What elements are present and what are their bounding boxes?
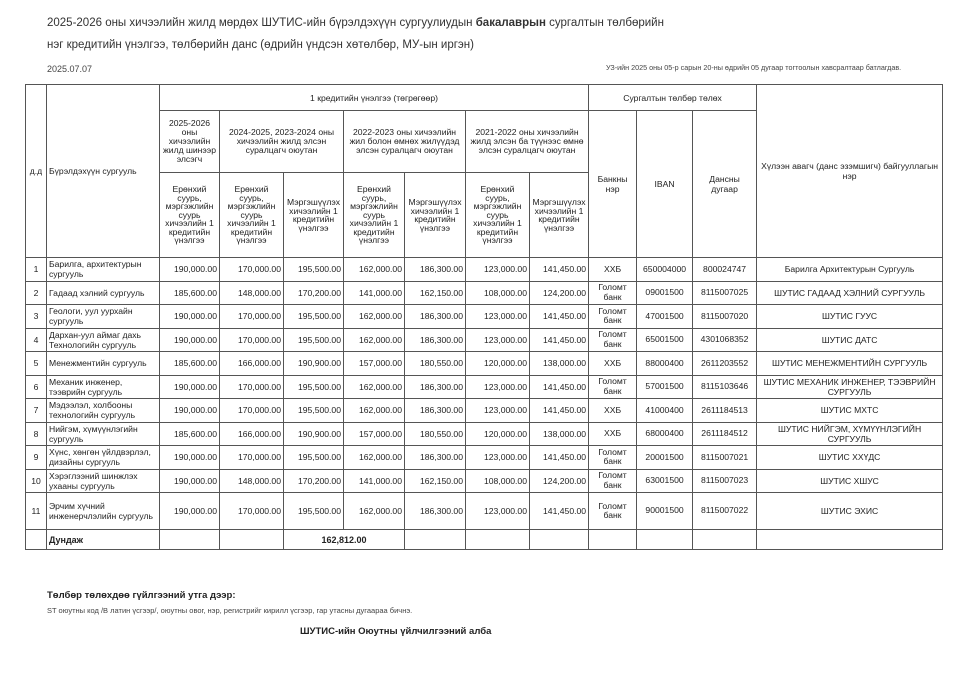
credit-2021-special: 141,450.00 [530, 399, 589, 423]
header-spec-d: Мэргэшүүлэх хичээлийн 1 кредитийн үнэлгээ [530, 173, 589, 258]
credit-2024-special: 190,900.00 [284, 352, 344, 376]
account-number: 800024747 [693, 258, 757, 282]
row-number: 11 [26, 493, 47, 530]
credit-2021-general: 123,000.00 [466, 328, 530, 352]
iban: 88000400 [637, 352, 693, 376]
title-part1: 2025-2026 оны хичээлийн жилд мөрдөх ШУТИС-ийн бүрэлдэхүүн сургуулиудын [47, 17, 476, 29]
credit-2022-general: 162,000.00 [344, 399, 405, 423]
credit-2024-general: 170,000.00 [220, 305, 284, 329]
total-row [26, 530, 943, 550]
credit-2021-general: 123,000.00 [466, 446, 530, 470]
table-row [26, 258, 943, 282]
recipient-name: ШУТИС ГУУС [757, 305, 943, 329]
credit-2021-special: 124,200.00 [530, 281, 589, 305]
credit-2022-special: 186,300.00 [405, 446, 466, 470]
credit-2025: 185,600.00 [160, 352, 220, 376]
account-number: 8115007022 [693, 493, 757, 530]
credit-2024-general: 170,000.00 [220, 446, 284, 470]
header-school: Бүрэлдэхүүн сургууль [47, 85, 160, 258]
credit-2025: 190,000.00 [160, 399, 220, 423]
table-row [26, 422, 943, 446]
credit-2025: 185,600.00 [160, 281, 220, 305]
reference-note: УЗ-ийн 2025 оны 05-р сарын 20-ны өдрийн 05 дугаар тогтоолын хавсралтаар батлагдав. [606, 63, 902, 72]
credit-2022-special: 186,300.00 [405, 305, 466, 329]
table-row [26, 328, 943, 352]
credit-2022-general: 162,000.00 [344, 305, 405, 329]
iban: 09001500 [637, 281, 693, 305]
row-number: 2 [26, 281, 47, 305]
tuition-table [25, 84, 943, 550]
iban: 65001500 [637, 328, 693, 352]
credit-2025: 190,000.00 [160, 258, 220, 282]
credit-2021-general: 123,000.00 [466, 399, 530, 423]
credit-2024-general: 170,000.00 [220, 328, 284, 352]
row-number: 8 [26, 422, 47, 446]
document-date: 2025.07.07 [47, 64, 93, 74]
credit-2024-special: 195,500.00 [284, 375, 344, 399]
row-number: 10 [26, 469, 47, 493]
credit-2021-special: 141,450.00 [530, 328, 589, 352]
row-number: 7 [26, 399, 47, 423]
recipient-name: ШУТИС МЕНЕЖМЕНТИЙН СУРГУУЛЬ [757, 352, 943, 376]
account-number: 8115007025 [693, 281, 757, 305]
iban: 20001500 [637, 446, 693, 470]
title-bold: бакалаврын [475, 17, 546, 29]
credit-2022-general: 157,000.00 [344, 352, 405, 376]
credit-2024-special: 170,200.00 [284, 281, 344, 305]
credit-2022-general: 162,000.00 [344, 258, 405, 282]
credit-2024-general: 170,000.00 [220, 399, 284, 423]
account-number: 2611203552 [693, 352, 757, 376]
header-account-group: Сургалтын төлбөр төлөх [589, 85, 757, 111]
table-row [26, 352, 943, 376]
credit-2021-special: 141,450.00 [530, 493, 589, 530]
credit-2024-special: 170,200.00 [284, 469, 344, 493]
school-name: Геологи, уул уурхайн сургууль [47, 305, 160, 329]
credit-2024-general: 148,000.00 [220, 469, 284, 493]
account-number: 8115007020 [693, 305, 757, 329]
header-2021: 2021-2022 оны хичээлийн жилд элсэн ба түүнээс өмнө элсэн суралцагч оюутан [466, 111, 589, 173]
recipient-name: ШУТИС НИЙГЭМ, ХҮМҮҮНЛЭГИЙН СУРГУУЛЬ [757, 422, 943, 446]
account-number: 8115007023 [693, 469, 757, 493]
credit-2024-special: 190,900.00 [284, 422, 344, 446]
credit-2021-general: 123,000.00 [466, 375, 530, 399]
credit-2022-general: 162,000.00 [344, 328, 405, 352]
credit-2021-special: 138,000.00 [530, 422, 589, 446]
school-name: Механик инженер, тээврийн сургууль [47, 375, 160, 399]
bank-name: ХХБ [589, 422, 637, 446]
row-number: 6 [26, 375, 47, 399]
table-row [26, 375, 943, 399]
credit-2024-general: 170,000.00 [220, 375, 284, 399]
credit-2022-special: 186,300.00 [405, 493, 466, 530]
header-gen-b: Ерөнхий суурь, мэргэжлийн суурь хичээлийн 1 кредитийн үнэлгээ [220, 173, 284, 258]
credit-2021-general: 123,000.00 [466, 305, 530, 329]
credit-2024-special: 195,500.00 [284, 399, 344, 423]
credit-2022-general: 162,000.00 [344, 493, 405, 530]
recipient-name: ШУТИС ЭХИС [757, 493, 943, 530]
title-line2: нэг кредитийн үнэлгээ, төлбөрийн данс (өдрийн үндсэн хөтөлбөр, МУ-ын иргэн) [47, 39, 474, 51]
header-2024: 2024-2025, 2023-2024 оны хичээлийн жилд элсэн суралцагч оюутан [220, 111, 344, 173]
credit-2024-special: 195,500.00 [284, 446, 344, 470]
iban: 41000400 [637, 399, 693, 423]
school-name: Эрчим хүчний инженерчлэлийн сургууль [47, 493, 160, 530]
table-row [26, 399, 943, 423]
row-number: 5 [26, 352, 47, 376]
credit-2022-general: 141,000.00 [344, 469, 405, 493]
credit-2022-special: 186,300.00 [405, 399, 466, 423]
bank-name: Голомт банк [589, 281, 637, 305]
credit-2021-special: 138,000.00 [530, 352, 589, 376]
school-name: Гадаад хэлний сургууль [47, 281, 160, 305]
credit-2025: 190,000.00 [160, 375, 220, 399]
recipient-name: ШУТИС МЕХАНИК ИНЖЕНЕР, ТЭЭВРИЙН СУРГУУЛЬ [757, 375, 943, 399]
header-2022: 2022-2023 оны хичээлийн жил болон өмнөх жилүүдэд элсэн суралцагч оюутан [344, 111, 466, 173]
document-title [47, 12, 807, 56]
credit-2021-general: 123,000.00 [466, 258, 530, 282]
row-number: 9 [26, 446, 47, 470]
table-row [26, 493, 943, 530]
credit-2022-special: 186,300.00 [405, 328, 466, 352]
credit-2021-general: 108,000.00 [466, 469, 530, 493]
table-row [26, 469, 943, 493]
credit-2024-general: 166,000.00 [220, 352, 284, 376]
credit-2021-general: 120,000.00 [466, 352, 530, 376]
header-spec-b: Мэргэшүүлэх хичээлийн 1 кредитийн үнэлгээ [284, 173, 344, 258]
recipient-name: ШУТИС ДАТС [757, 328, 943, 352]
iban: 90001500 [637, 493, 693, 530]
credit-2021-special: 141,450.00 [530, 375, 589, 399]
credit-2024-special: 195,500.00 [284, 258, 344, 282]
recipient-name: ШУТИС ХХҮДС [757, 446, 943, 470]
bank-name: Голомт банк [589, 493, 637, 530]
payment-note-heading: Төлбөр төлөхдөө гүйлгээний утга дээр: [47, 590, 236, 601]
iban: 650004000 [637, 258, 693, 282]
school-name: Мэдээлэл, холбооны технологийн сургууль [47, 399, 160, 423]
credit-2022-special: 180,550.00 [405, 352, 466, 376]
credit-2021-special: 141,450.00 [530, 258, 589, 282]
credit-2025: 190,000.00 [160, 469, 220, 493]
header-account: Дансны дугаар [693, 111, 757, 258]
bank-name: Голомт банк [589, 305, 637, 329]
header-bank: Банкны нэр [589, 111, 637, 258]
credit-2021-general: 123,000.00 [466, 493, 530, 530]
iban: 57001500 [637, 375, 693, 399]
header-gen-c: Ерөнхий суурь, мэргэжлийн суурь хичээлийн 1 кредитийн үнэлгээ [344, 173, 405, 258]
credit-2025: 190,000.00 [160, 305, 220, 329]
account-number: 2611184513 [693, 399, 757, 423]
footer-office: ШУТИС-ийн Оюутны үйлчилгээний алба [300, 626, 492, 637]
table-row [26, 446, 943, 470]
table-row [26, 305, 943, 329]
credit-2024-special: 195,500.00 [284, 328, 344, 352]
header-no: д.д [26, 85, 47, 258]
credit-2025: 190,000.00 [160, 446, 220, 470]
school-name: Хүнс, хөнгөн үйлдвэрлэл, дизайны сургууль [47, 446, 160, 470]
credit-2021-general: 120,000.00 [466, 422, 530, 446]
bank-name: Голомт банк [589, 328, 637, 352]
credit-2025: 190,000.00 [160, 328, 220, 352]
credit-2022-general: 141,000.00 [344, 281, 405, 305]
row-number: 1 [26, 258, 47, 282]
credit-2022-general: 162,000.00 [344, 375, 405, 399]
header-gen-d: Ерөнхий суурь, мэргэжлийн суурь хичээлийн 1 кредитийн үнэлгээ [466, 173, 530, 258]
recipient-name: ШУТИС ГАДААД ХЭЛНИЙ СУРГУУЛЬ [757, 281, 943, 305]
account-number: 2611184512 [693, 422, 757, 446]
credit-2022-special: 186,300.00 [405, 375, 466, 399]
credit-2024-special: 195,500.00 [284, 305, 344, 329]
credit-2022-special: 186,300.00 [405, 258, 466, 282]
credit-2024-general: 148,000.00 [220, 281, 284, 305]
school-name: Менежментийн сургууль [47, 352, 160, 376]
iban: 63001500 [637, 469, 693, 493]
header-credit-group: 1 кредитийн үнэлгээ (төгрөгөөр) [160, 85, 589, 111]
iban: 47001500 [637, 305, 693, 329]
header-recipient: Хүлээн авагч (данс эзэмшигч) байгууллагын нэр [757, 85, 943, 258]
header-2025: 2025-2026 оны хичээлийн жилд шинээр элсэгч [160, 111, 220, 173]
credit-2024-general: 170,000.00 [220, 493, 284, 530]
row-number: 4 [26, 328, 47, 352]
credit-2025: 185,600.00 [160, 422, 220, 446]
bank-name: Голомт банк [589, 375, 637, 399]
total-label: Дундаж [47, 530, 160, 550]
bank-name: ХХБ [589, 352, 637, 376]
school-name: Нийгэм, хүмүүнлэгийн сургууль [47, 422, 160, 446]
row-number: 3 [26, 305, 47, 329]
account-number: 4301068352 [693, 328, 757, 352]
header-iban: IBAN [637, 111, 693, 258]
credit-2022-general: 162,000.00 [344, 446, 405, 470]
recipient-name: Барилга Архитектурын Сургууль [757, 258, 943, 282]
credit-2025: 190,000.00 [160, 493, 220, 530]
bank-name: Голомт банк [589, 469, 637, 493]
bank-name: ХХБ [589, 258, 637, 282]
table-body [26, 258, 943, 530]
account-number: 8115007021 [693, 446, 757, 470]
credit-2021-special: 141,450.00 [530, 446, 589, 470]
payment-note-text: ST оюутны код /В латин үсгээр/, оюутны овог, нэр, регистрийг кирилл үсгээр, гар утасны дугаараа бичнэ. [47, 606, 413, 615]
header-gen-a: Ерөнхий суурь, мэргэжлийн суурь хичээлийн 1 кредитийн үнэлгээ [160, 173, 220, 258]
title-part2: сургалтын төлбөрийн [545, 17, 664, 29]
credit-2024-general: 166,000.00 [220, 422, 284, 446]
iban: 68000400 [637, 422, 693, 446]
credit-2022-general: 157,000.00 [344, 422, 405, 446]
school-name: Хэрэглээний шинжлэх ухааны сургууль [47, 469, 160, 493]
school-name: Барилга, архитектурын сургууль [47, 258, 160, 282]
table-row [26, 281, 943, 305]
recipient-name: ШУТИС ХШУС [757, 469, 943, 493]
credit-2022-special: 162,150.00 [405, 281, 466, 305]
credit-2021-general: 108,000.00 [466, 281, 530, 305]
credit-2024-general: 170,000.00 [220, 258, 284, 282]
recipient-name: ШУТИС МХТС [757, 399, 943, 423]
school-name: Дархан-уул аймаг дахь Технологийн сургууль [47, 328, 160, 352]
credit-2024-special: 195,500.00 [284, 493, 344, 530]
total-value: 162,812.00 [284, 530, 405, 550]
bank-name: ХХБ [589, 399, 637, 423]
credit-2022-special: 162,150.00 [405, 469, 466, 493]
header-spec-c: Мэргэшүүлэх хичээлийн 1 кредитийн үнэлгээ [405, 173, 466, 258]
bank-name: Голомт банк [589, 446, 637, 470]
credit-2022-special: 180,550.00 [405, 422, 466, 446]
credit-2021-special: 124,200.00 [530, 469, 589, 493]
account-number: 8115103646 [693, 375, 757, 399]
credit-2021-special: 141,450.00 [530, 305, 589, 329]
